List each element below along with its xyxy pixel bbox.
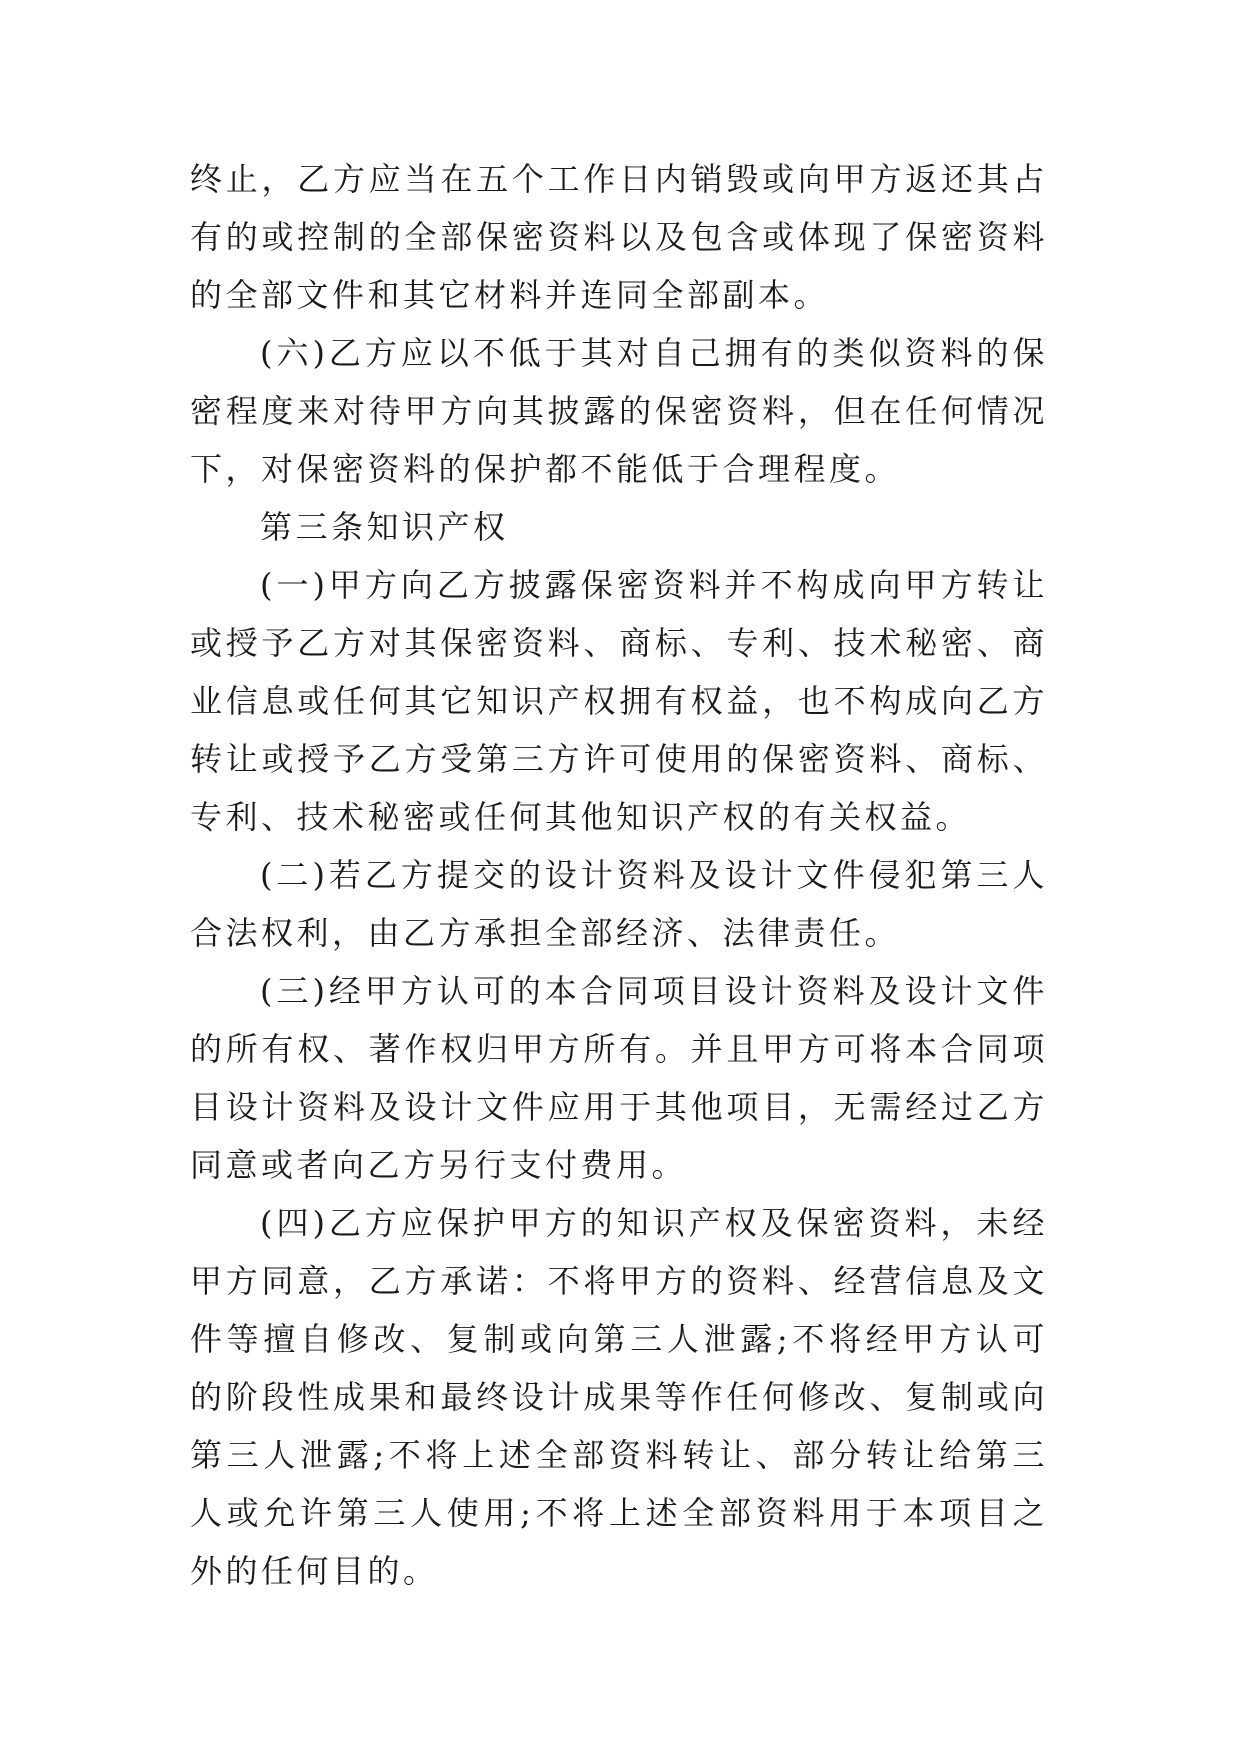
article-3-heading: 第三条知识产权 xyxy=(260,508,509,546)
paragraph-continuation: 终止，乙方应当在五个工作日内销毁或向甲方返还其占有的或控制的全部保密资料以及包含或体现了保密资料的全部文件和其它材料并连同全部副本。 xyxy=(190,160,1048,314)
clause-3-3: (三)经甲方认可的本合同项目设计资料及设计文件的所有权、著作权归甲方所有。并且甲方可将本合同项目设计资料及设计文件应用于其他项目，无需经过乙方同意或者向乙方另行支付费用。 xyxy=(190,972,1048,1184)
clause-3-4: (四)乙方应保护甲方的知识产权及保密资料，未经甲方同意，乙方承诺：不将甲方的资料、经营信息及文件等擅自修改、复制或向第三人泄露;不将经甲方认可的阶段性成果和最终设计成果等作任何修改、复制或向第三人泄露;不将上述全部资料转让、部分转让给第三人或允许第三人使用;不将上述全部资料用于本项目之外的任何目的。 xyxy=(190,1204,1048,1590)
clause-3-2: (二)若乙方提交的设计资料及设计文件侵犯第三人合法权利，由乙方承担全部经济、法律责任。 xyxy=(190,856,1048,952)
clause-2-6: (六)乙方应以不低于其对自己拥有的类似资料的保密程度来对待甲方向其披露的保密资料，但在任何情况下，对保密资料的保护都不能低于合理程度。 xyxy=(190,334,1048,488)
clause-3-1: (一)甲方向乙方披露保密资料并不构成向甲方转让或授予乙方对其保密资料、商标、专利、技术秘密、商业信息或任何其它知识产权拥有权益，也不构成向乙方转让或授予乙方受第三方许可使用的保密资料、商标、专利、技术秘密或任何其他知识产权的有关权益。 xyxy=(190,566,1048,836)
document-body xyxy=(190,150,1048,1600)
